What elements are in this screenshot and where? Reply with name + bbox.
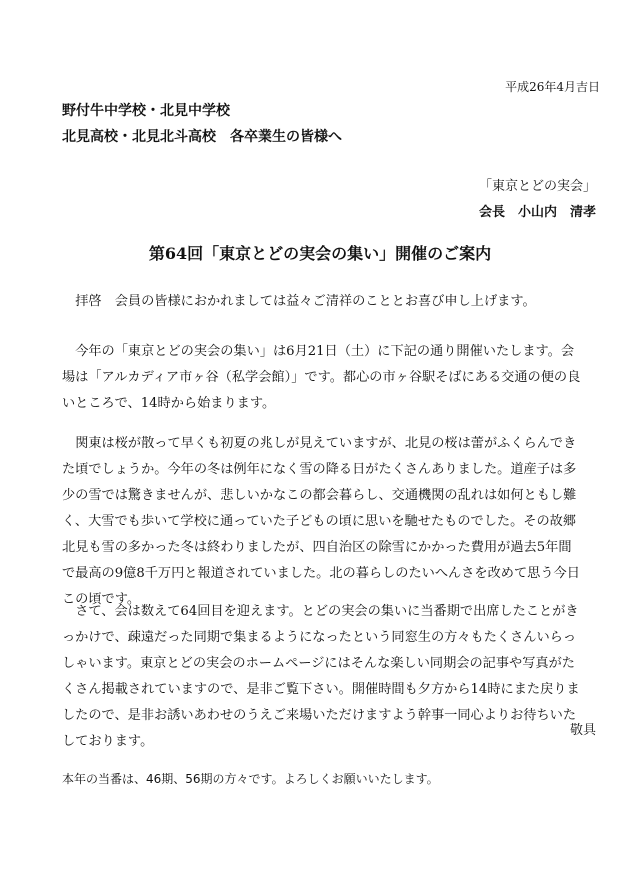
recipient-line-1: 野付牛中学校・北見中学校 <box>62 103 230 119</box>
closing-word: 敬具 <box>569 723 596 738</box>
paragraph-event-info: 今年の「東京とどの実会の集い」は6月21日（土）に下記の通り開催いたします。会場は「アルカディア市ヶ谷（私学会館）」です。都心の市ヶ谷駅そばにある交通の便の良いところで、14時から始まります。 <box>62 344 581 411</box>
letter-date: 平成26年4月吉日 <box>505 80 600 94</box>
sender-president: 会長 小山内 清孝 <box>478 205 596 220</box>
duty-note: 本年の当番は、46期、56期の方々です。よろしくお願いいたします。 <box>62 772 439 786</box>
letter-title: 第64回「東京とどの実会の集い」開催のご案内 <box>148 244 492 263</box>
paragraph-invitation: さて、会は数えて64回目を迎えます。とどの実会の集いに当番期で出席したことがきっかけで、疎遠だった同期で集まるようになったという同窓生の方々もたくさんいらっしゃいます。東京とどの実会のホームページにはそんな楽しい同期会の記事や写真がたくさん掲載されていますので、是非ご覧下さい。開催時間も夕方から14時にまた戻りましたので、是非お誘いあわせのうえご来場いただけますよう幹事一同心よりお待ちいたしております。 <box>62 604 580 749</box>
sender-organization: 「東京とどの実会」 <box>478 179 596 194</box>
recipient-line-2: 北見高校・北見北斗高校 各卒業生の皆様へ <box>62 129 342 145</box>
paragraph-greeting: 拝啓 会員の皆様におかれましては益々ご清祥のこととお喜び申し上げます。 <box>75 294 536 309</box>
paragraph-season: 関東は桜が散って早くも初夏の兆しが見えていますが、北見の桜は蕾がふくらんできた頃でしょうか。今年の冬は例年になく雪の降る日がたくさんありました。道産子は多少の雪では驚きませんが、悲しいかなこの都会暮らし、交通機関の乱れは如何ともし難く、大雪でも歩いて学校に通っていた子どもの頃に思いを馳せたものでした。その故郷北見も雪の多かった冬は終わりましたが、四自治区の除雪にかかった費用が過去5年間で最高の9億8千万円と報道されていました。北の暮らしのたいへんさを改めて思う今日この頃です。 <box>62 436 580 607</box>
